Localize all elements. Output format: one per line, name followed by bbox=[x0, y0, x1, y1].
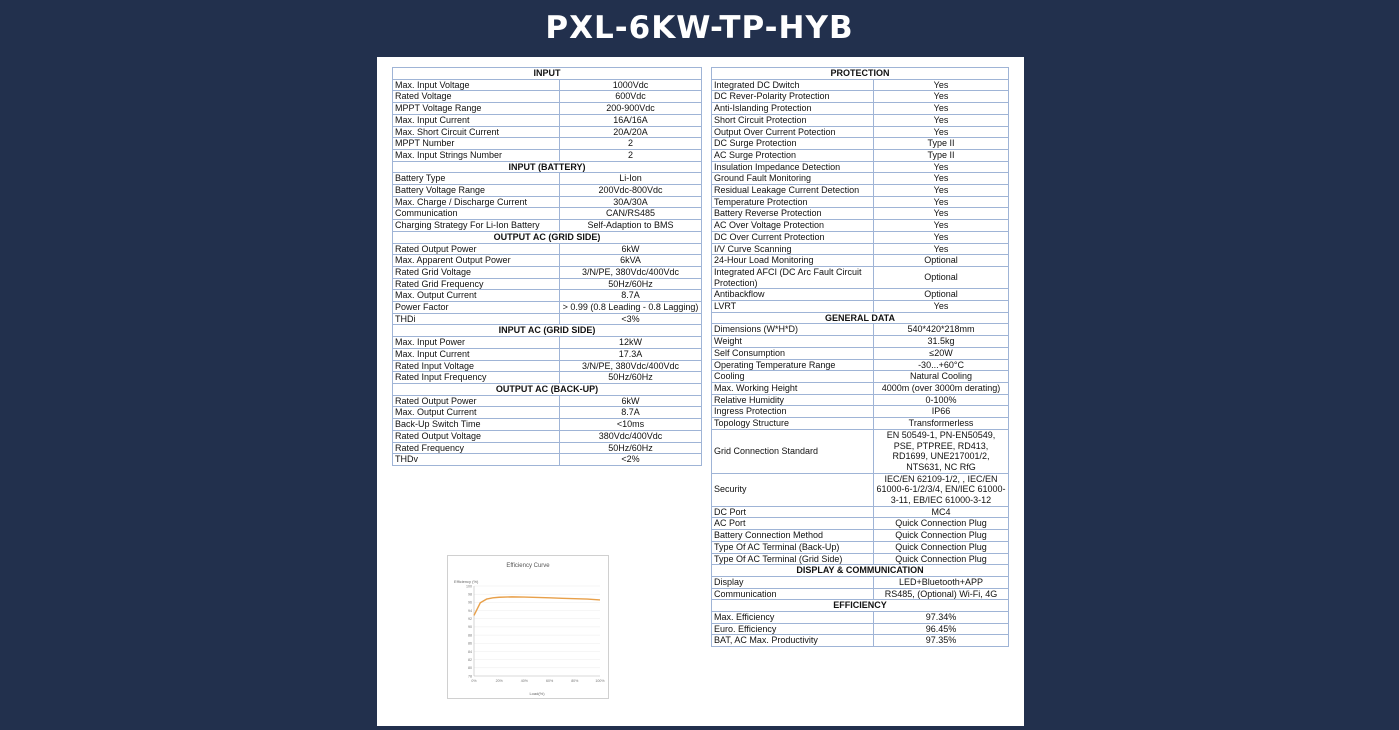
spec-value: Transformerless bbox=[874, 418, 1009, 430]
spec-value: 96.45% bbox=[874, 623, 1009, 635]
spec-label: Max. Input Strings Number bbox=[393, 149, 560, 161]
spec-row bbox=[393, 313, 702, 325]
spec-row bbox=[712, 255, 1009, 267]
spec-value: 17.3A bbox=[560, 348, 702, 360]
spec-value: 6kVA bbox=[560, 255, 702, 267]
spec-value: Quick Connection Plug bbox=[874, 541, 1009, 553]
spec-row bbox=[393, 103, 702, 115]
spec-row bbox=[712, 301, 1009, 313]
spec-value: Yes bbox=[874, 301, 1009, 313]
spec-value: EN 50549-1, PN-EN50549, PSE, PTPREE, RD413, RD1699, UNE217001/2, NTS631, NC RfG bbox=[874, 429, 1009, 473]
spec-label: Security bbox=[712, 473, 874, 506]
spec-row bbox=[393, 302, 702, 314]
spec-value: CAN/RS485 bbox=[560, 208, 702, 220]
spec-row bbox=[393, 266, 702, 278]
spec-label: Rated Grid Frequency bbox=[393, 278, 560, 290]
spec-value: 600Vdc bbox=[560, 91, 702, 103]
spec-value: <2% bbox=[560, 454, 702, 466]
spec-row bbox=[712, 506, 1009, 518]
spec-value: <10ms bbox=[560, 419, 702, 431]
section-title: INPUT AC (GRID SIDE) bbox=[393, 325, 702, 337]
spec-label: Type Of AC Terminal (Grid Side) bbox=[712, 553, 874, 565]
spec-value: 50Hz/60Hz bbox=[560, 372, 702, 384]
spec-label: Short Circuit Protection bbox=[712, 114, 874, 126]
spec-value: Yes bbox=[874, 91, 1009, 103]
spec-value: Yes bbox=[874, 114, 1009, 126]
y-tick-label: 88 bbox=[468, 633, 472, 638]
spec-row bbox=[393, 255, 702, 267]
spec-row bbox=[712, 289, 1009, 301]
spec-label: AC Over Voltage Protection bbox=[712, 220, 874, 232]
spec-label: Rated Output Power bbox=[393, 395, 560, 407]
spec-label: Max. Input Voltage bbox=[393, 79, 560, 91]
section-title: DISPLAY & COMMUNICATION bbox=[712, 565, 1009, 577]
spec-label: Battery Reverse Protection bbox=[712, 208, 874, 220]
spec-value: Yes bbox=[874, 243, 1009, 255]
spec-row bbox=[393, 114, 702, 126]
spec-label: Max. Input Current bbox=[393, 114, 560, 126]
spec-value: Optional bbox=[874, 255, 1009, 267]
spec-row bbox=[712, 588, 1009, 600]
spec-row bbox=[393, 220, 702, 232]
spec-label: MPPT Voltage Range bbox=[393, 103, 560, 115]
x-tick-label: 100% bbox=[595, 679, 605, 683]
spec-label: Insulation Impedance Detection bbox=[712, 161, 874, 173]
spec-value: 4000m (over 3000m derating) bbox=[874, 382, 1009, 394]
spec-value: Yes bbox=[874, 220, 1009, 232]
spec-label: THDi bbox=[393, 313, 560, 325]
y-tick-label: 80 bbox=[468, 666, 472, 671]
spec-label: Max. Output Current bbox=[393, 407, 560, 419]
spec-value: Yes bbox=[874, 208, 1009, 220]
y-tick-label: 100 bbox=[466, 584, 472, 589]
spec-row bbox=[712, 173, 1009, 185]
spec-row bbox=[712, 266, 1009, 288]
section-title: OUTPUT AC (GRID SIDE) bbox=[393, 231, 702, 243]
spec-row bbox=[393, 149, 702, 161]
spec-row bbox=[393, 360, 702, 372]
spec-row bbox=[712, 114, 1009, 126]
efficiency-series-line bbox=[474, 597, 600, 616]
y-tick-label: 86 bbox=[468, 641, 472, 646]
x-tick-label: 60% bbox=[545, 679, 554, 683]
spec-value: Yes bbox=[874, 185, 1009, 197]
spec-label: Battery Connection Method bbox=[712, 530, 874, 542]
spec-row bbox=[712, 126, 1009, 138]
spec-row bbox=[712, 371, 1009, 383]
spec-label: DC Over Current Protection bbox=[712, 231, 874, 243]
spec-row bbox=[712, 196, 1009, 208]
spec-row bbox=[712, 103, 1009, 115]
section-header-input-battery bbox=[393, 161, 702, 173]
spec-value: Yes bbox=[874, 231, 1009, 243]
spec-label: Weight bbox=[712, 336, 874, 348]
spec-label: Max. Input Power bbox=[393, 337, 560, 349]
spec-value: Yes bbox=[874, 161, 1009, 173]
spec-row bbox=[712, 220, 1009, 232]
spec-row bbox=[712, 359, 1009, 371]
spec-value: <3% bbox=[560, 313, 702, 325]
section-title: PROTECTION bbox=[712, 68, 1009, 80]
spec-label: Back-Up Switch Time bbox=[393, 419, 560, 431]
section-header-efficiency bbox=[712, 600, 1009, 612]
spec-value: MC4 bbox=[874, 506, 1009, 518]
spec-label: Ground Fault Monitoring bbox=[712, 173, 874, 185]
spec-value: Type II bbox=[874, 138, 1009, 150]
spec-label: Max. Working Height bbox=[712, 382, 874, 394]
spec-row bbox=[393, 185, 702, 197]
spec-value: 2 bbox=[560, 138, 702, 150]
spec-value: 12kW bbox=[560, 337, 702, 349]
spec-label: Max. Output Current bbox=[393, 290, 560, 302]
spec-label: Antibackflow bbox=[712, 289, 874, 301]
y-tick-label: 96 bbox=[468, 600, 472, 605]
spec-label: I/V Curve Scanning bbox=[712, 243, 874, 255]
spec-label: Relative Humidity bbox=[712, 394, 874, 406]
chart-ylabel: Efficiency (%) bbox=[454, 579, 479, 584]
spec-value: 30A/30A bbox=[560, 196, 702, 208]
section-header-display-communication bbox=[712, 565, 1009, 577]
spec-value: -30...+60°C bbox=[874, 359, 1009, 371]
spec-value: 2 bbox=[560, 149, 702, 161]
spec-label: Rated Output Voltage bbox=[393, 430, 560, 442]
spec-value: RS485, (Optional) Wi-Fi, 4G bbox=[874, 588, 1009, 600]
spec-label: AC Surge Protection bbox=[712, 149, 874, 161]
spec-label: Charging Strategy For Li-Ion Battery bbox=[393, 220, 560, 232]
spec-value: Optional bbox=[874, 289, 1009, 301]
spec-label: Operating Temperature Range bbox=[712, 359, 874, 371]
spec-row bbox=[393, 419, 702, 431]
spec-value: 6kW bbox=[560, 395, 702, 407]
spec-row bbox=[712, 347, 1009, 359]
spec-row bbox=[712, 382, 1009, 394]
spec-row bbox=[712, 418, 1009, 430]
spec-row bbox=[393, 138, 702, 150]
spec-value: 16A/16A bbox=[560, 114, 702, 126]
spec-row bbox=[712, 138, 1009, 150]
spec-row bbox=[393, 173, 702, 185]
spec-value: LED+Bluetooth+APP bbox=[874, 576, 1009, 588]
spec-row bbox=[393, 126, 702, 138]
spec-row bbox=[393, 91, 702, 103]
spec-row bbox=[712, 394, 1009, 406]
spec-value: 3/N/PE, 380Vdc/400Vdc bbox=[560, 360, 702, 372]
spec-sheet bbox=[377, 57, 1024, 726]
spec-label: Topology Structure bbox=[712, 418, 874, 430]
spec-label: BAT, AC Max. Productivity bbox=[712, 635, 874, 647]
spec-row bbox=[393, 196, 702, 208]
spec-value: Yes bbox=[874, 173, 1009, 185]
spec-label: Integrated AFCI (DC Arc Fault Circuit Protection) bbox=[712, 266, 874, 288]
spec-label: Output Over Current Potection bbox=[712, 126, 874, 138]
spec-value: 0-100% bbox=[874, 394, 1009, 406]
section-title: OUTPUT AC (BACK-UP) bbox=[393, 383, 702, 395]
spec-row bbox=[393, 395, 702, 407]
spec-value: Yes bbox=[874, 103, 1009, 115]
y-tick-label: 98 bbox=[468, 592, 472, 597]
efficiency-chart bbox=[447, 555, 609, 699]
spec-row bbox=[712, 91, 1009, 103]
spec-value: 200-900Vdc bbox=[560, 103, 702, 115]
spec-label: Ingress Protection bbox=[712, 406, 874, 418]
spec-label: Grid Connection Standard bbox=[712, 429, 874, 473]
spec-label: MPPT Number bbox=[393, 138, 560, 150]
spec-label: 24-Hour Load Monitoring bbox=[712, 255, 874, 267]
spec-label: Residual Leakage Current Detection bbox=[712, 185, 874, 197]
spec-value: Quick Connection Plug bbox=[874, 530, 1009, 542]
spec-value: Natural Cooling bbox=[874, 371, 1009, 383]
spec-value: 540*420*218mm bbox=[874, 324, 1009, 336]
spec-value: 8.7A bbox=[560, 407, 702, 419]
spec-row bbox=[712, 473, 1009, 506]
section-title: INPUT bbox=[393, 68, 702, 80]
section-title: GENERAL DATA bbox=[712, 312, 1009, 324]
spec-label: Anti-Islanding Protection bbox=[712, 103, 874, 115]
spec-row bbox=[393, 243, 702, 255]
spec-row bbox=[393, 348, 702, 360]
spec-row bbox=[712, 336, 1009, 348]
spec-value: 380Vdc/400Vdc bbox=[560, 430, 702, 442]
x-tick-label: 80% bbox=[571, 679, 579, 683]
spec-value: IEC/EN 62109-1/2, , IEC/EN 61000-6-1/2/3/4, EN/IEC 61000-3-11, EB/IEC 61000-3-12 bbox=[874, 473, 1009, 506]
spec-label: Rated Grid Voltage bbox=[393, 266, 560, 278]
spec-value: 50Hz/60Hz bbox=[560, 442, 702, 454]
spec-value: 6kW bbox=[560, 243, 702, 255]
section-header-output-ac-back-up bbox=[393, 383, 702, 395]
spec-row bbox=[712, 576, 1009, 588]
y-tick-label: 90 bbox=[468, 625, 472, 630]
spec-value: 3/N/PE, 380Vdc/400Vdc bbox=[560, 266, 702, 278]
spec-row bbox=[712, 79, 1009, 91]
spec-value: IP66 bbox=[874, 406, 1009, 418]
spec-label: Display bbox=[712, 576, 874, 588]
chart-title: Efficiency Curve bbox=[506, 563, 550, 569]
spec-value: Quick Connection Plug bbox=[874, 518, 1009, 530]
spec-label: Rated Output Power bbox=[393, 243, 560, 255]
spec-value: Yes bbox=[874, 79, 1009, 91]
spec-value: 8.7A bbox=[560, 290, 702, 302]
spec-value: 97.35% bbox=[874, 635, 1009, 647]
spec-row bbox=[712, 149, 1009, 161]
spec-value: Yes bbox=[874, 196, 1009, 208]
spec-value: Type II bbox=[874, 149, 1009, 161]
section-title: INPUT (BATTERY) bbox=[393, 161, 702, 173]
spec-label: Integrated DC Dwitch bbox=[712, 79, 874, 91]
y-tick-label: 82 bbox=[468, 657, 472, 662]
spec-row bbox=[393, 442, 702, 454]
spec-label: Rated Frequency bbox=[393, 442, 560, 454]
spec-label: Dimensions (W*H*D) bbox=[712, 324, 874, 336]
spec-label: LVRT bbox=[712, 301, 874, 313]
section-title: EFFICIENCY bbox=[712, 600, 1009, 612]
y-tick-label: 84 bbox=[468, 649, 472, 654]
spec-value: ≤20W bbox=[874, 347, 1009, 359]
spec-value: 1000Vdc bbox=[560, 79, 702, 91]
spec-row bbox=[393, 79, 702, 91]
x-tick-label: 20% bbox=[495, 679, 503, 683]
spec-value: Yes bbox=[874, 126, 1009, 138]
spec-row bbox=[393, 407, 702, 419]
spec-label: DC Rever-Polarity Protection bbox=[712, 91, 874, 103]
spec-row bbox=[712, 324, 1009, 336]
y-tick-label: 78 bbox=[468, 674, 472, 679]
spec-row bbox=[712, 185, 1009, 197]
spec-row bbox=[712, 612, 1009, 624]
spec-row bbox=[393, 337, 702, 349]
spec-value: 31.5kg bbox=[874, 336, 1009, 348]
spec-label: DC Port bbox=[712, 506, 874, 518]
spec-value: 50Hz/60Hz bbox=[560, 278, 702, 290]
y-tick-label: 94 bbox=[468, 608, 472, 613]
spec-row bbox=[393, 430, 702, 442]
section-header-input bbox=[393, 68, 702, 80]
page-title: PXL-6KW-TP-HYB bbox=[545, 10, 854, 46]
x-tick-label: 0% bbox=[471, 679, 477, 683]
spec-label: Battery Voltage Range bbox=[393, 185, 560, 197]
x-tick-label: 40% bbox=[520, 679, 529, 683]
spec-label: Max. Apparent Output Power bbox=[393, 255, 560, 267]
spec-label: Max. Efficiency bbox=[712, 612, 874, 624]
spec-label: Rated Voltage bbox=[393, 91, 560, 103]
spec-label: Type Of AC Terminal (Back-Up) bbox=[712, 541, 874, 553]
spec-label: Rated Input Voltage bbox=[393, 360, 560, 372]
spec-value: Quick Connection Plug bbox=[874, 553, 1009, 565]
spec-label: Communication bbox=[393, 208, 560, 220]
spec-row bbox=[393, 454, 702, 466]
spec-row bbox=[712, 231, 1009, 243]
spec-row bbox=[393, 208, 702, 220]
left-spec-table bbox=[392, 67, 702, 466]
spec-row bbox=[712, 530, 1009, 542]
spec-value: Self-Adaption to BMS bbox=[560, 220, 702, 232]
section-header-input-ac-grid-side bbox=[393, 325, 702, 337]
spec-label: THDv bbox=[393, 454, 560, 466]
spec-row bbox=[393, 372, 702, 384]
spec-label: Battery Type bbox=[393, 173, 560, 185]
efficiency-chart-svg bbox=[448, 556, 608, 698]
spec-label: Cooling bbox=[712, 371, 874, 383]
spec-value: Optional bbox=[874, 266, 1009, 288]
spec-row bbox=[712, 243, 1009, 255]
spec-row bbox=[712, 161, 1009, 173]
spec-label: DC Surge Protection bbox=[712, 138, 874, 150]
spec-label: Rated Input Frequency bbox=[393, 372, 560, 384]
spec-row bbox=[712, 518, 1009, 530]
spec-value: 200Vdc-800Vdc bbox=[560, 185, 702, 197]
spec-row bbox=[393, 278, 702, 290]
spec-row bbox=[393, 290, 702, 302]
spec-label: Max. Input Current bbox=[393, 348, 560, 360]
spec-row bbox=[712, 635, 1009, 647]
spec-value: Li-Ion bbox=[560, 173, 702, 185]
y-tick-label: 92 bbox=[468, 617, 472, 622]
spec-row bbox=[712, 429, 1009, 473]
spec-label: Self Consumption bbox=[712, 347, 874, 359]
spec-value: 97.34% bbox=[874, 612, 1009, 624]
spec-row bbox=[712, 623, 1009, 635]
spec-row bbox=[712, 541, 1009, 553]
section-header-protection bbox=[712, 68, 1009, 80]
right-spec-table bbox=[711, 67, 1009, 647]
spec-label: Euro. Efficiency bbox=[712, 623, 874, 635]
spec-row bbox=[712, 208, 1009, 220]
chart-xlabel: Load(%) bbox=[529, 691, 545, 696]
spec-label: Max. Short Circuit Current bbox=[393, 126, 560, 138]
spec-label: Communication bbox=[712, 588, 874, 600]
spec-row bbox=[712, 406, 1009, 418]
section-header-output-ac-grid-side bbox=[393, 231, 702, 243]
spec-value: 20A/20A bbox=[560, 126, 702, 138]
spec-value: > 0.99 (0.8 Leading - 0.8 Lagging) bbox=[560, 302, 702, 314]
spec-label: AC Port bbox=[712, 518, 874, 530]
spec-label: Max. Charge / Discharge Current bbox=[393, 196, 560, 208]
spec-label: Temperature Protection bbox=[712, 196, 874, 208]
spec-row bbox=[712, 553, 1009, 565]
spec-label: Power Factor bbox=[393, 302, 560, 314]
section-header-general-data bbox=[712, 312, 1009, 324]
